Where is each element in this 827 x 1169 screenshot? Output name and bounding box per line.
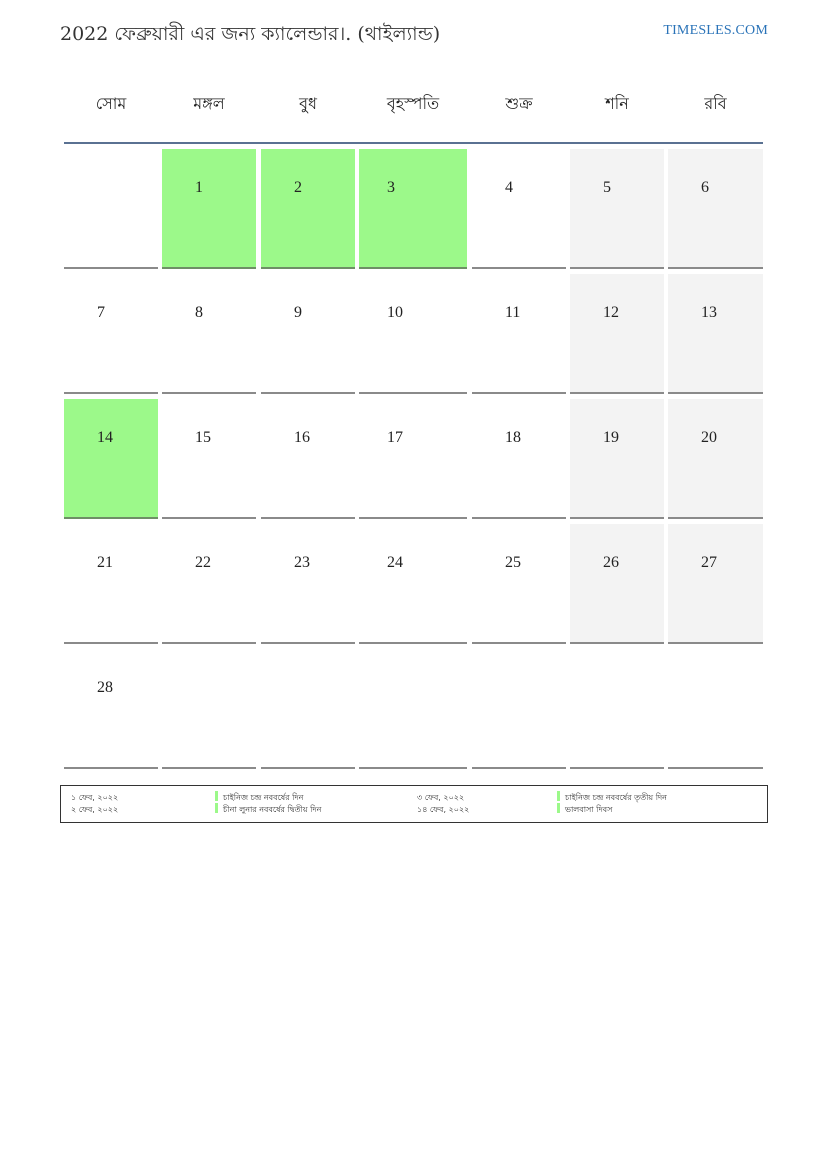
day-cell[interactable] (570, 274, 664, 394)
day-number: 26 (603, 554, 619, 571)
weekday-label: মঙ্গল (193, 94, 225, 113)
day-number: 10 (387, 304, 403, 321)
day-number: 24 (387, 554, 403, 571)
legend-color-swatch (215, 803, 218, 813)
empty-day-cell (64, 149, 158, 269)
legend-date: ১৪ ফেব, ২০২২ (417, 805, 470, 814)
day-number: 6 (701, 179, 709, 196)
day-cell[interactable] (261, 399, 355, 519)
day-cell[interactable] (570, 149, 664, 269)
legend-holiday-name: চীনা লুনার নববর্ষের দ্বিতীয় দিন (223, 805, 322, 814)
empty-day-cell (359, 649, 467, 769)
day-number: 28 (97, 679, 113, 696)
weekday-label: রবি (704, 94, 727, 113)
day-number: 27 (701, 554, 717, 571)
empty-day-cell (570, 649, 664, 769)
day-number: 3 (387, 179, 395, 196)
legend-color-swatch (557, 803, 560, 813)
day-cell[interactable] (359, 274, 467, 394)
weekday-header-row (64, 84, 763, 124)
day-cell[interactable] (570, 524, 664, 644)
weekday-label: বুধ (299, 94, 317, 113)
day-cell[interactable] (64, 649, 158, 769)
day-cell[interactable] (472, 274, 566, 394)
day-cell[interactable] (162, 399, 256, 519)
day-cell[interactable] (162, 274, 256, 394)
day-number: 11 (505, 304, 521, 321)
day-cell[interactable] (64, 399, 158, 519)
day-cell[interactable] (261, 149, 355, 269)
day-cell[interactable] (570, 399, 664, 519)
day-number: 4 (505, 179, 513, 196)
legend-date: ১ ফেব, ২০২২ (71, 793, 119, 802)
day-number: 8 (195, 304, 203, 321)
weekday-label: বৃহস্পতি (386, 94, 440, 113)
legend-holiday-name: চাইনিজ চন্দ্র নববর্ষের তৃতীয় দিন (565, 793, 667, 802)
day-cell[interactable] (668, 274, 763, 394)
day-number: 16 (294, 429, 310, 446)
day-number: 19 (603, 429, 619, 446)
day-cell[interactable] (668, 524, 763, 644)
day-number: 9 (294, 304, 302, 321)
empty-day-cell (261, 649, 355, 769)
day-cell[interactable] (359, 149, 467, 269)
empty-day-cell (472, 649, 566, 769)
legend-holiday-name: ভালবাসা দিবস (565, 805, 613, 814)
empty-day-cell (162, 649, 256, 769)
empty-day-cell (668, 649, 763, 769)
day-number: 25 (505, 554, 521, 571)
day-cell[interactable] (359, 399, 467, 519)
day-number: 5 (603, 179, 611, 196)
brand-link[interactable]: TIMESLES.COM (663, 23, 768, 38)
day-number: 18 (505, 429, 521, 446)
calendar-title: 2022 ফেব্রুয়ারী এর জন্য ক্যালেন্ডার।. (থাইল্যান্ড) (60, 23, 441, 45)
day-number: 20 (701, 429, 717, 446)
day-number: 7 (97, 304, 105, 321)
day-number: 17 (387, 429, 403, 446)
day-number: 1 (195, 179, 203, 196)
legend-color-swatch (557, 791, 560, 801)
day-number: 23 (294, 554, 310, 571)
weekday-label: সোম (95, 94, 127, 113)
day-number: 15 (195, 429, 211, 446)
day-cell[interactable] (472, 149, 566, 269)
day-number: 21 (97, 554, 113, 571)
legend-color-swatch (215, 791, 218, 801)
day-cell[interactable] (668, 399, 763, 519)
day-number: 2 (294, 179, 302, 196)
day-cell[interactable] (668, 149, 763, 269)
day-cell[interactable] (472, 524, 566, 644)
holiday-legend (60, 785, 768, 823)
legend-holiday-name: চাইনিজ চন্দ্র নববর্ষের দিন (223, 793, 304, 802)
day-cell[interactable] (64, 524, 158, 644)
day-cell[interactable] (359, 524, 467, 644)
legend-date: ৩ ফেব, ২০২২ (417, 793, 465, 802)
weekday-label: শনি (605, 94, 629, 113)
day-cell[interactable] (162, 149, 256, 269)
legend-date: ২ ফেব, ২০২২ (71, 805, 119, 814)
day-number: 12 (603, 304, 619, 321)
day-cell[interactable] (64, 274, 158, 394)
weekday-label: শুক্র (505, 94, 533, 113)
day-number: 13 (701, 304, 717, 321)
day-cell[interactable] (261, 274, 355, 394)
day-number: 22 (195, 554, 211, 571)
day-cell[interactable] (472, 399, 566, 519)
day-cell[interactable] (162, 524, 256, 644)
header-divider (64, 142, 763, 144)
day-number: 14 (97, 429, 113, 446)
day-cell[interactable] (261, 524, 355, 644)
